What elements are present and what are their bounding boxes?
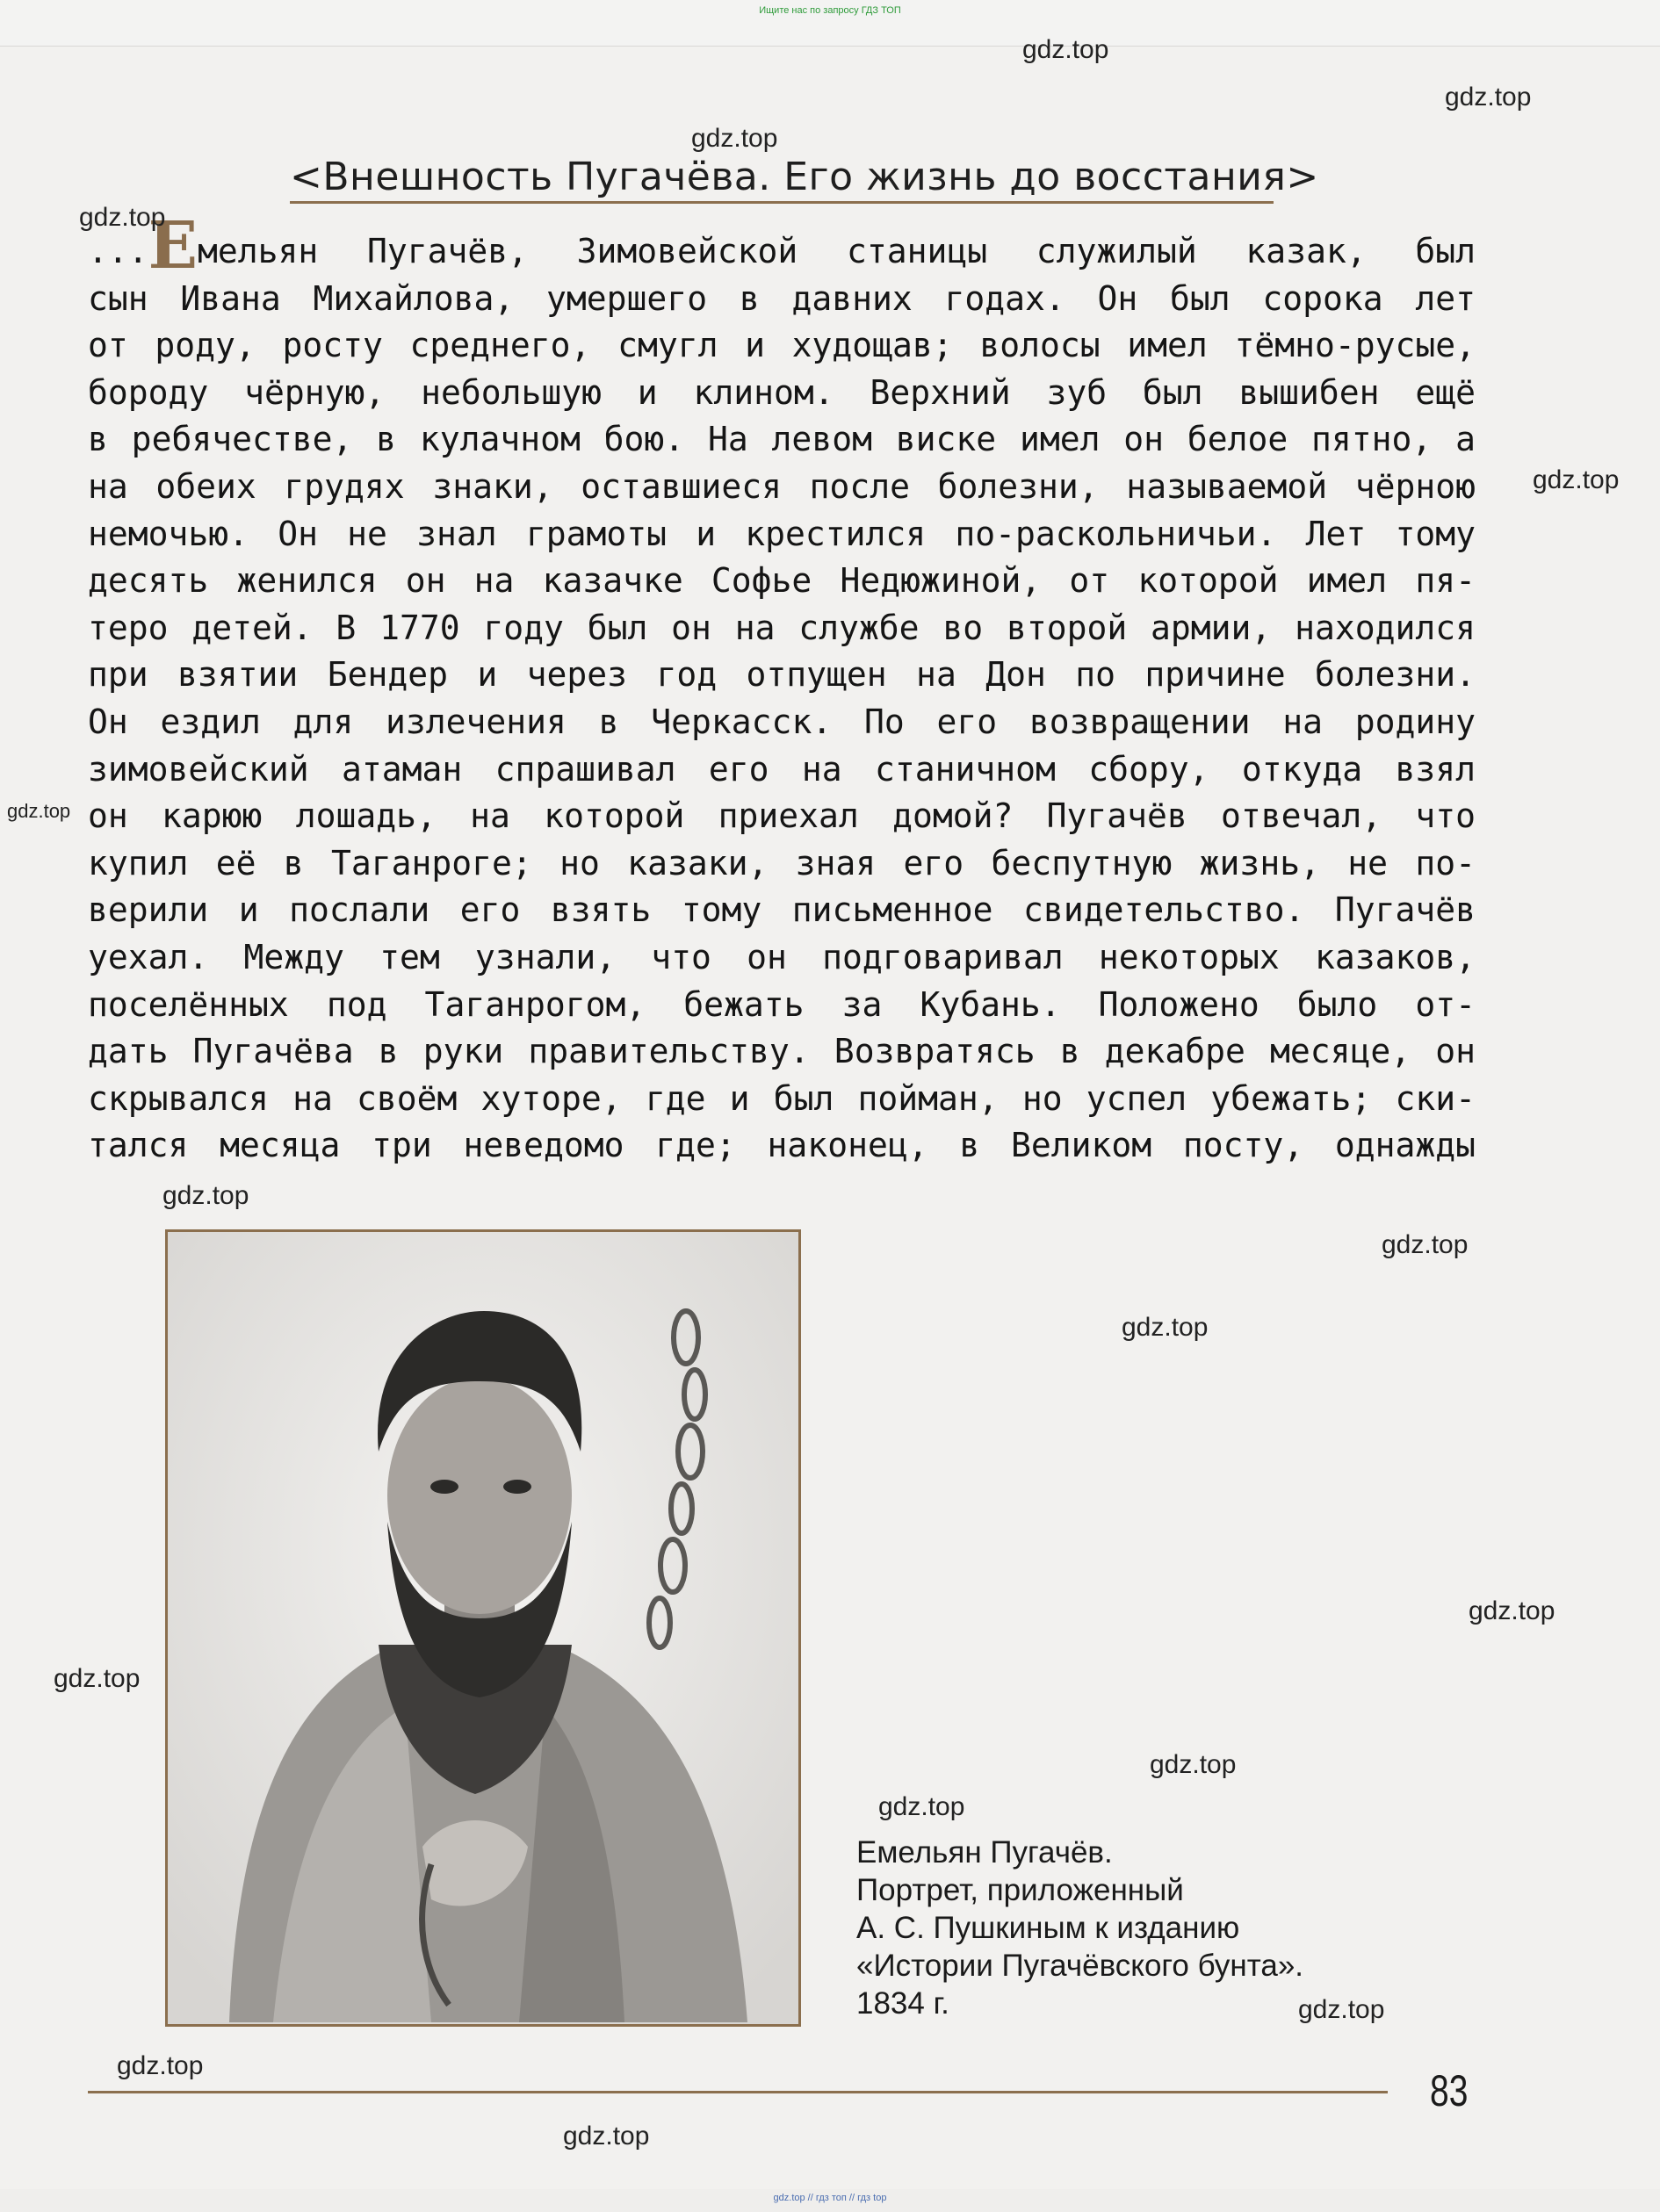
text-line: тался месяца три неведомо где; наконец, в Великом посту, однажды <box>88 1126 1476 1165</box>
watermark: gdz.top <box>563 2122 650 2151</box>
watermark: gdz.top <box>1298 1995 1385 2024</box>
caption-line: Портрет, приложенный <box>856 1873 1184 1907</box>
text-line: Он ездил для излечения в Черкасск. По его возвращении на родину <box>88 702 1476 741</box>
caption-line: А. С. Пушкиным к изданию <box>856 1911 1240 1945</box>
text-line: от роду, росту среднего, смугл и худощав; волосы имел тёмно-русые, <box>88 326 1476 365</box>
watermark: gdz.top <box>1382 1230 1469 1259</box>
watermark: gdz.top <box>878 1792 965 1821</box>
title-underline <box>290 201 1274 204</box>
text-line: на обеих грудях знаки, оставшиеся после болезни, называемой чёрною <box>88 466 1476 506</box>
text-line: при взятии Бендер и через год отпущен на Дон по причине болезни. <box>88 655 1476 695</box>
watermark: gdz.top <box>162 1181 249 1210</box>
line-text: мельян Пугачёв, Зимовейской станицы служилый казак, был <box>198 232 1476 270</box>
text-line: скрывался на своём хуторе, где и был пойман, но успел убежать; ски- <box>88 1078 1476 1118</box>
bottom-banner[interactable]: gdz.top // гдз топ // гдз top <box>773 2193 887 2203</box>
portrait-illustration <box>165 1229 801 2027</box>
drop-cap: Е <box>148 208 198 284</box>
portrait-caption <box>856 1834 1303 2022</box>
watermark: gdz.top <box>1445 83 1532 112</box>
page-number: 83 <box>1430 2066 1469 2115</box>
text-line: сын Ивана Михайлова, умершего в давних годах. Он был сорока лет <box>88 278 1476 318</box>
text-line: зимовейский атаман спрашивал его на станичном сбору, откуда взял <box>88 749 1476 789</box>
watermark: gdz.top <box>1469 1596 1555 1625</box>
text-line: купил её в Таганроге; но казаки, зная его беспутную жизнь, не по- <box>88 843 1476 883</box>
text-line: уехал. Между тем узнали, что он подговаривал некоторых казаков, <box>88 937 1476 976</box>
watermark: gdz.top <box>117 2051 204 2080</box>
caption-line: 1834 г. <box>856 1986 949 2021</box>
text-line: дать Пугачёва в руки правительству. Возвратясь в декабре месяце, он <box>88 1032 1476 1071</box>
text-line: поселённых под Таганрогом, бежать за Кубань. Положено было от- <box>88 984 1476 1024</box>
watermark: gdz.top <box>1533 465 1620 494</box>
watermark: gdz.top <box>691 124 778 153</box>
caption-line: «Истории Пугачёвского бунта». <box>856 1949 1304 1983</box>
watermark: gdz.top <box>79 203 166 232</box>
text-line: теро детей. В 1770 году был он на службе во второй армии, находился <box>88 608 1476 647</box>
watermark: gdz.top <box>7 800 71 822</box>
ellipsis-prefix: ... <box>88 232 148 270</box>
pugachev-portrait-image <box>168 1232 798 2024</box>
text-line: он карюю лошадь, на которой приехал домой? Пугачёв отвечал, что <box>88 796 1476 836</box>
text-line: немочью. Он не знал грамоты и крестился по-раскольничьи. Лет тому <box>88 514 1476 553</box>
watermark: gdz.top <box>54 1664 141 1693</box>
watermark: gdz.top <box>1122 1313 1209 1342</box>
caption-line: Емельян Пугачёв. <box>856 1835 1113 1870</box>
watermark: gdz.top <box>1150 1750 1237 1779</box>
top-banner[interactable]: Ищите нас по запросу ГДЗ ТОП <box>759 5 901 16</box>
section-title: <Внешность Пугачёва. Его жизнь до восстания> <box>290 155 1319 199</box>
watermark: gdz.top <box>1022 35 1109 64</box>
text-line: бороду чёрную, небольшую и клином. Верхний зуб был вышибен ещё <box>88 372 1476 412</box>
text-line: верили и послали его взять тому письменное свидетельство. Пугачёв <box>88 890 1476 930</box>
footer-rule <box>88 2091 1388 2093</box>
text-line: десять женился он на казачке Софье Недюжиной, от которой имел пя- <box>88 561 1476 601</box>
text-line: в ребячестве, в кулачном бою. На левом виске имел он белое пятно, а <box>88 420 1476 459</box>
